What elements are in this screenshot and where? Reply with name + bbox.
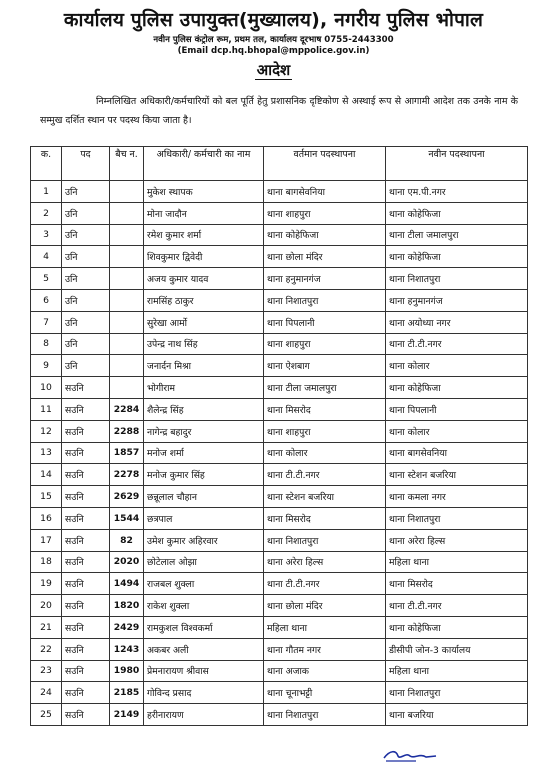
cell-sn: 16 xyxy=(31,507,62,529)
cell-new-posting: थाना कोहेफिजा xyxy=(386,202,528,224)
cell-new-posting: थाना निशातपुरा xyxy=(386,507,528,529)
cell-current-posting: थाना ऐशबाग xyxy=(264,355,386,377)
cell-belt: 1857 xyxy=(110,442,144,464)
cell-current-posting: थाना अजाक xyxy=(264,660,386,682)
cell-name: भोगीराम xyxy=(144,377,264,399)
table-row xyxy=(31,573,528,595)
cell-sn: 20 xyxy=(31,595,62,617)
cell-name: मनोज कुमार सिंह xyxy=(144,464,264,486)
cell-new-posting: थाना बजरिया xyxy=(386,704,528,726)
cell-name: राजबल शुक्ला xyxy=(144,573,264,595)
cell-new-posting: महिला थाना xyxy=(386,660,528,682)
table-row xyxy=(31,682,528,704)
cell-sn: 25 xyxy=(31,704,62,726)
office-title: कार्यालय पुलिस उपायुक्त(मुख्यालय), नगरीय पुलिस भोपाल xyxy=(63,9,484,31)
cell-belt xyxy=(110,202,144,224)
cell-new-posting: थाना अयोध्या नगर xyxy=(386,311,528,333)
cell-sn: 23 xyxy=(31,660,62,682)
cell-current-posting: महिला थाना xyxy=(264,616,386,638)
cell-rank: सउनि xyxy=(62,507,110,529)
cell-rank: सउनि xyxy=(62,551,110,573)
cell-current-posting: थाना मिसरोद xyxy=(264,507,386,529)
cell-rank: सउनि xyxy=(62,464,110,486)
cell-belt xyxy=(110,268,144,290)
cell-belt: 2429 xyxy=(110,616,144,638)
cell-sn: 18 xyxy=(31,551,62,573)
table-row xyxy=(31,268,528,290)
cell-name: हरीनारायण xyxy=(144,704,264,726)
cell-name: रमेश कुमार शर्मा xyxy=(144,224,264,246)
table-row xyxy=(31,704,528,726)
cell-name: मोना जादौन xyxy=(144,202,264,224)
cell-belt xyxy=(110,377,144,399)
cell-belt xyxy=(110,333,144,355)
cell-current-posting: थाना मिसरोद xyxy=(264,398,386,420)
cell-rank: उनि xyxy=(62,289,110,311)
cell-belt: 82 xyxy=(110,529,144,551)
cell-current-posting: थाना स्टेशन बजरिया xyxy=(264,486,386,508)
cell-current-posting: थाना टी.टी.नगर xyxy=(264,573,386,595)
cell-current-posting: थाना शाहपुरा xyxy=(264,333,386,355)
cell-name: अकबर अली xyxy=(144,638,264,660)
table-header-row xyxy=(31,147,528,181)
cell-rank: सउनि xyxy=(62,398,110,420)
cell-new-posting: थाना कमला नगर xyxy=(386,486,528,508)
order-heading xyxy=(0,60,547,80)
office-address: नवीन पुलिस कंट्रोल रूम, प्रथम तल, कार्यालय दूरभाष 0755-2443300 xyxy=(153,35,394,45)
cell-new-posting: थाना कोलार xyxy=(386,355,528,377)
cell-current-posting: थाना निशातपुरा xyxy=(264,289,386,311)
cell-belt: 1243 xyxy=(110,638,144,660)
cell-name: सुरेखा आर्मो xyxy=(144,311,264,333)
cell-rank: उनि xyxy=(62,268,110,290)
table-row xyxy=(31,660,528,682)
cell-current-posting: थाना अरेरा हिल्स xyxy=(264,551,386,573)
table-row xyxy=(31,289,528,311)
table-row xyxy=(31,507,528,529)
cell-rank: सउनि xyxy=(62,595,110,617)
cell-name: नागेन्द्र बहादुर xyxy=(144,420,264,442)
table-row xyxy=(31,355,528,377)
cell-current-posting: थाना चूनाभट्टी xyxy=(264,682,386,704)
cell-rank: उनि xyxy=(62,202,110,224)
cell-new-posting: थाना पिपलानी xyxy=(386,398,528,420)
cell-rank: सउनि xyxy=(62,616,110,638)
cell-current-posting: थाना पिपलानी xyxy=(264,311,386,333)
cell-new-posting: थाना टी.टी.नगर xyxy=(386,333,528,355)
table-row xyxy=(31,529,528,551)
column-header-sn: क. xyxy=(31,147,62,181)
cell-new-posting: थाना कोहेफिजा xyxy=(386,246,528,268)
column-header-rank: पद xyxy=(62,147,110,181)
cell-new-posting: थाना टी.टी.नगर xyxy=(386,595,528,617)
cell-name: छोटेलाल ओझा xyxy=(144,551,264,573)
cell-new-posting: थाना टीला जमालपुरा xyxy=(386,224,528,246)
cell-belt xyxy=(110,355,144,377)
cell-name: प्रेमनारायण श्रीवास xyxy=(144,660,264,682)
cell-sn: 6 xyxy=(31,289,62,311)
office-email: (Email dcp.hq.bhopal@mppolice.gov.in) xyxy=(177,46,370,56)
cell-sn: 3 xyxy=(31,224,62,246)
transfer-table xyxy=(30,146,528,726)
cell-current-posting: थाना छोला मंदिर xyxy=(264,246,386,268)
cell-sn: 12 xyxy=(31,420,62,442)
cell-sn: 24 xyxy=(31,682,62,704)
cell-current-posting: थाना शाहपुरा xyxy=(264,420,386,442)
order-heading-text: आदेश xyxy=(256,61,291,79)
cell-name: उमेश कुमार अहिरवार xyxy=(144,529,264,551)
cell-belt: 2149 xyxy=(110,704,144,726)
cell-belt: 2020 xyxy=(110,551,144,573)
cell-sn: 7 xyxy=(31,311,62,333)
cell-name: रामकुशल विश्वकर्मा xyxy=(144,616,264,638)
table-row xyxy=(31,311,528,333)
cell-sn: 2 xyxy=(31,202,62,224)
cell-current-posting: थाना कोहेफिजा xyxy=(264,224,386,246)
cell-rank: उनि xyxy=(62,311,110,333)
table-row xyxy=(31,638,528,660)
cell-rank: सउनि xyxy=(62,573,110,595)
table-row xyxy=(31,181,528,203)
cell-belt: 1494 xyxy=(110,573,144,595)
cell-name: शिवकुमार द्विवेदी xyxy=(144,246,264,268)
table-row xyxy=(31,442,528,464)
cell-name: मनोज शर्मा xyxy=(144,442,264,464)
cell-sn: 13 xyxy=(31,442,62,464)
cell-name: अजय कुमार यादव xyxy=(144,268,264,290)
cell-rank: सउनि xyxy=(62,377,110,399)
cell-current-posting: थाना हनुमानगंज xyxy=(264,268,386,290)
signature-mark xyxy=(380,744,440,764)
cell-rank: सउनि xyxy=(62,486,110,508)
cell-belt: 2288 xyxy=(110,420,144,442)
cell-new-posting: थाना मिसरोद xyxy=(386,573,528,595)
cell-sn: 15 xyxy=(31,486,62,508)
column-header-belt: बैच न. xyxy=(110,147,144,181)
cell-current-posting: थाना निशातपुरा xyxy=(264,529,386,551)
order-intro-paragraph: निम्नलिखित अधिकारी/कर्मचारियों को बल पूर्ति हेतु प्रशासनिक दृष्टिकोण से अस्थाई रूप से आगामी आदेश तक उनके नाम के सम्मुख दर्शित स्थान पर पदस्थ किया जाता है। xyxy=(40,96,518,126)
cell-belt xyxy=(110,311,144,333)
cell-current-posting: थाना टीला जमालपुरा xyxy=(264,377,386,399)
cell-new-posting: थाना निशातपुरा xyxy=(386,268,528,290)
cell-new-posting: थाना बागसेवनिया xyxy=(386,442,528,464)
cell-new-posting: थाना अरेरा हिल्स xyxy=(386,529,528,551)
cell-rank: उनि xyxy=(62,224,110,246)
cell-sn: 1 xyxy=(31,181,62,203)
cell-current-posting: थाना छोला मंदिर xyxy=(264,595,386,617)
cell-name: शैलेन्द्र सिंह xyxy=(144,398,264,420)
cell-new-posting: थाना एम.पी.नगर xyxy=(386,181,528,203)
cell-belt: 1980 xyxy=(110,660,144,682)
cell-current-posting: थाना बागसेवनिया xyxy=(264,181,386,203)
cell-name: उपेन्द्र नाथ सिंह xyxy=(144,333,264,355)
column-header-current: वर्तमान पदस्थापना xyxy=(264,147,386,181)
cell-rank: उनि xyxy=(62,355,110,377)
cell-new-posting: थाना निशातपुरा xyxy=(386,682,528,704)
table-row xyxy=(31,333,528,355)
table-row xyxy=(31,420,528,442)
cell-new-posting: थाना कोहेफिजा xyxy=(386,377,528,399)
table-row xyxy=(31,595,528,617)
cell-sn: 5 xyxy=(31,268,62,290)
table-row xyxy=(31,398,528,420)
cell-new-posting: थाना कोहेफिजा xyxy=(386,616,528,638)
table-row xyxy=(31,486,528,508)
cell-sn: 19 xyxy=(31,573,62,595)
cell-belt xyxy=(110,289,144,311)
cell-sn: 9 xyxy=(31,355,62,377)
table-row xyxy=(31,616,528,638)
cell-new-posting: डीसीपी जोन-3 कार्यालय xyxy=(386,638,528,660)
cell-name: जनार्दन मिश्रा xyxy=(144,355,264,377)
cell-belt: 2284 xyxy=(110,398,144,420)
cell-rank: उनि xyxy=(62,181,110,203)
cell-current-posting: थाना गौतम नगर xyxy=(264,638,386,660)
cell-belt: 1820 xyxy=(110,595,144,617)
cell-sn: 10 xyxy=(31,377,62,399)
cell-current-posting: थाना कोलार xyxy=(264,442,386,464)
cell-rank: उनि xyxy=(62,246,110,268)
table-row xyxy=(31,551,528,573)
cell-sn: 17 xyxy=(31,529,62,551)
cell-sn: 21 xyxy=(31,616,62,638)
cell-belt: 2185 xyxy=(110,682,144,704)
cell-rank: उनि xyxy=(62,333,110,355)
cell-current-posting: थाना शाहपुरा xyxy=(264,202,386,224)
cell-new-posting: थाना स्टेशन बजरिया xyxy=(386,464,528,486)
cell-belt xyxy=(110,224,144,246)
cell-rank: सउनि xyxy=(62,704,110,726)
cell-new-posting: थाना हनुमानगंज xyxy=(386,289,528,311)
column-header-name: अधिकारी/ कर्मचारी का नाम xyxy=(144,147,264,181)
cell-rank: सउनि xyxy=(62,638,110,660)
table-row xyxy=(31,224,528,246)
column-header-new: नवीन पदस्थापना xyxy=(386,147,528,181)
cell-belt: 2278 xyxy=(110,464,144,486)
cell-current-posting: थाना निशातपुरा xyxy=(264,704,386,726)
table-row xyxy=(31,464,528,486)
table-row xyxy=(31,377,528,399)
cell-name: छन्नूलाल चौहान xyxy=(144,486,264,508)
cell-new-posting: थाना कोलार xyxy=(386,420,528,442)
table-row xyxy=(31,246,528,268)
cell-sn: 4 xyxy=(31,246,62,268)
cell-sn: 8 xyxy=(31,333,62,355)
table-row xyxy=(31,202,528,224)
cell-current-posting: थाना टी.टी.नगर xyxy=(264,464,386,486)
cell-name: रामसिंह ठाकुर xyxy=(144,289,264,311)
cell-rank: सउनि xyxy=(62,529,110,551)
cell-belt: 2629 xyxy=(110,486,144,508)
cell-belt xyxy=(110,181,144,203)
cell-new-posting: महिला थाना xyxy=(386,551,528,573)
cell-belt: 1544 xyxy=(110,507,144,529)
cell-rank: सउनि xyxy=(62,442,110,464)
cell-belt xyxy=(110,246,144,268)
cell-sn: 22 xyxy=(31,638,62,660)
cell-sn: 11 xyxy=(31,398,62,420)
cell-name: गोविन्द प्रसाद xyxy=(144,682,264,704)
cell-rank: सउनि xyxy=(62,682,110,704)
cell-rank: सउनि xyxy=(62,660,110,682)
cell-sn: 14 xyxy=(31,464,62,486)
cell-name: छत्रपाल xyxy=(144,507,264,529)
cell-rank: सउनि xyxy=(62,420,110,442)
cell-name: मुकेश स्थापक xyxy=(144,181,264,203)
cell-name: राकेश शुक्ला xyxy=(144,595,264,617)
